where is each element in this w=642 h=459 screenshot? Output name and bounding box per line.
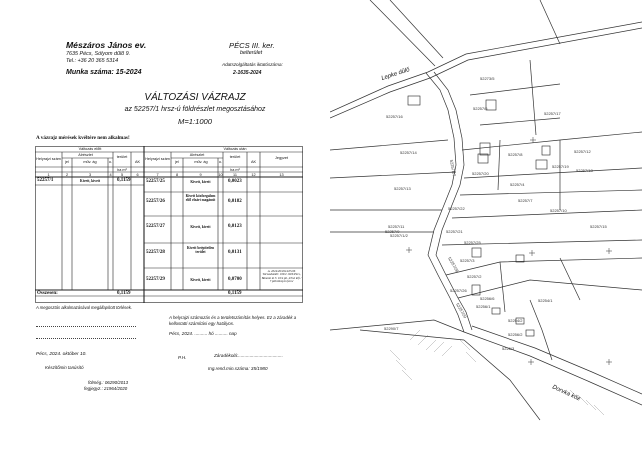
municipality: PÉCS III. ker. — [229, 41, 275, 50]
building — [486, 100, 496, 110]
dotted-line — [36, 338, 136, 339]
cadastral-map — [330, 0, 642, 454]
approval-number: 2-1635-2024 — [233, 70, 262, 76]
col-area-unit-before: ha m² — [117, 168, 127, 172]
building — [542, 146, 550, 155]
before-area: 0,1159 — [117, 178, 131, 183]
under-table-note: A megosztás alkalmazásával megállapított törlések. — [36, 305, 132, 310]
col-ab-after: jel — [175, 160, 179, 164]
parcel-label: 52257/19 — [552, 164, 569, 169]
parcel-label: 52257/1/2 — [390, 233, 408, 238]
admin-text-2: kellostatti számítási egy hatályos. — [169, 321, 235, 326]
place-date: Pécs, 2024. október 10. — [36, 352, 87, 357]
col-area-unit-after: ha m² — [230, 168, 240, 172]
col-parcel-before: Helyrajzi szám — [36, 157, 61, 161]
company-name: Mészáros János ev. — [66, 40, 147, 50]
colnum: 4 — [109, 173, 112, 177]
before-usage: Kivett, kivett — [79, 179, 101, 183]
parcel-label: 52257/22 — [448, 206, 465, 211]
remark-text: A. 2024/26/2024.05.06 Társasháztól: 109/2 1926 Pécs, Bánomi út 3. 10/4 pb. 47m2 kifi / 7 pld könnyen fenn/ — [261, 269, 302, 284]
after-parcel-3: 52257/27 — [146, 224, 165, 229]
colnum: 2 — [65, 173, 69, 177]
parcel-label: 52256/2 — [508, 332, 523, 337]
closing-label: Záradékolá:................................... — [214, 353, 283, 358]
after-area-1: 0,0023 — [228, 179, 242, 184]
parcel-label: 52257/10 — [550, 208, 567, 213]
parcel-label: 52257/15 — [590, 224, 607, 229]
after-area-4: 0,0131 — [228, 250, 242, 255]
colnum: 6 — [136, 173, 139, 177]
col-remark: Jegyzet — [274, 156, 289, 160]
col-area-after: terület — [229, 155, 241, 159]
after-parcel-4: 52257/28 — [146, 250, 165, 255]
building — [536, 160, 547, 169]
parcel-label: 52257/29 — [455, 302, 468, 319]
parcel-label: 52257/14 — [400, 150, 417, 155]
building — [408, 96, 420, 105]
after-area-5: 0,0700 — [228, 277, 242, 282]
parcel-label: 52257/11 — [388, 224, 405, 229]
parcel-table — [35, 146, 303, 303]
col-ak-before: AK — [134, 160, 141, 164]
after-parcel-1: 52257/25 — [146, 179, 165, 184]
road-label-top: Lepke dűlő — [380, 67, 411, 82]
before-header: Változás előtt — [78, 147, 102, 151]
colnum: 11 — [233, 173, 237, 177]
building — [526, 330, 534, 336]
work-number: Munka száma: 15-2024 — [66, 69, 142, 76]
parcel-label: 52257/27 — [449, 159, 457, 177]
map-drawing — [330, 0, 642, 454]
document-subtitle: az 52257/1 hrsz-ú földrészlet megosztásához — [124, 106, 266, 113]
parcel-label: 52257/26 — [450, 288, 467, 293]
parcel-label: 52256/1 — [476, 304, 491, 309]
area-type: belterület — [240, 50, 263, 56]
colnum: 9 — [199, 173, 202, 177]
parcel-label: 52290/7 — [384, 326, 399, 331]
after-parcel-2: 52257/26 — [146, 199, 165, 204]
building — [472, 248, 481, 257]
after-usage-5: Kivett, kivett — [190, 278, 211, 282]
colnum: 10 — [218, 173, 223, 177]
parcel-label: 52257/20 — [472, 171, 489, 176]
after-usage-4: Kivett beépítetlen terület — [186, 246, 215, 254]
col-ab-before: jel — [65, 160, 69, 164]
parcel-label: 52257/16 — [386, 114, 403, 119]
total-before: 0,1159 — [117, 291, 131, 296]
colnum: 12 — [251, 173, 256, 177]
colnum: 3 — [88, 173, 92, 177]
parcel-label: 52254/2 — [508, 318, 523, 323]
col-area-before: terület — [116, 155, 128, 159]
city-date-line: Pécs, 2024. .......... hó .......... nap — [169, 331, 237, 336]
parcel-label: 52256/6 — [480, 296, 495, 301]
dotted-line — [36, 326, 136, 327]
col-ak-after: AK — [250, 160, 257, 164]
ph-label: P.H. — [178, 355, 187, 360]
parcel-label: 5226/3 — [502, 346, 515, 351]
col-parcel-after: Helyrajzi szám — [145, 157, 170, 161]
parcel-label: 52273/5 — [480, 76, 495, 81]
document-scale: M=1:1000 — [178, 117, 212, 126]
after-area-3: 0,0123 — [228, 224, 242, 229]
parcel-label: 52257/8 — [508, 152, 523, 157]
parcel-label: 52257/13 — [394, 186, 411, 191]
admin-text-1: A helyrajzi számozás és a területszámítás helyes. Ez a záradék a — [169, 315, 297, 320]
parcel-label: 52257/6 — [473, 106, 488, 111]
parcel-label: 52257/4 — [510, 182, 525, 187]
parcel-label: 52257/2 — [467, 274, 482, 279]
parcel-label: 52257/12 — [574, 149, 591, 154]
col-osztaly-after: o. — [218, 160, 223, 164]
road-label-bottom: Dorvka köz — [551, 384, 581, 403]
parcel-label: 52257/7 — [518, 198, 533, 203]
after-parcel-5: 52257/29 — [146, 277, 165, 282]
total-after: 0,1159 — [228, 291, 242, 296]
col-usage-after: Alrészlet — [189, 153, 205, 157]
license-1: fölmég.: 06290/2013 — [88, 380, 129, 385]
document-title: VÁLTOZÁSI VÁZRAJZ — [144, 92, 246, 103]
parcel-label: 52257/3 — [460, 258, 475, 263]
parcel-label: 52257/21 — [446, 229, 463, 234]
building — [480, 143, 490, 155]
building — [516, 255, 524, 262]
total-label: Összesen: — [37, 291, 58, 296]
after-usage-1: Kivett, kivett — [190, 180, 211, 184]
measurement-note: A vázrajz mérések kvéltére nem alkalmas! — [36, 135, 130, 141]
parcel-label: 52257/28 — [447, 256, 460, 273]
col-usage-before: Alrészlet — [78, 153, 93, 157]
col-osztaly-before: o. — [108, 160, 113, 164]
building — [478, 154, 488, 163]
company-address: 7635 Pécs, Sólyom dűlő 9. — [66, 51, 131, 57]
colnum: 8 — [175, 173, 179, 177]
parcel-label: 52257/25 — [464, 240, 481, 245]
colnum: 5 — [120, 173, 124, 177]
after-usage-2: Kivett közforgalom elől elzárt magánút — [185, 194, 216, 202]
before-parcel: 52257/1 — [37, 178, 54, 183]
parcel-label: 52257/18 — [576, 168, 593, 173]
colnum: 7 — [156, 173, 159, 177]
col-mgag-before: műv. ág — [83, 160, 97, 164]
approval-label: Adatszolgáltatás iktatószáma: — [222, 62, 283, 67]
ing-number: Ing.rend.min.száma: 35/1980 — [208, 366, 268, 371]
license-2: fegjegyz.: 21964/2020 — [84, 386, 128, 391]
company-phone: Tel.: +36 20 365 5314 — [66, 58, 119, 64]
parcel-label: 52254/1 — [538, 298, 553, 303]
prepared-by: Készítőmin tanúsító — [45, 365, 84, 370]
after-area-2: 0,0182 — [228, 199, 242, 204]
colnum: 13 — [279, 173, 284, 177]
parcel-label: 52257/17 — [544, 111, 561, 116]
after-usage-3: Kivett, kivett — [190, 225, 211, 229]
building — [492, 308, 500, 314]
col-mgag-after: műv. ág — [194, 160, 208, 164]
colnum: 1 — [47, 173, 50, 177]
after-header: Változás után — [223, 147, 247, 151]
parcel-label: 52257/9 — [385, 229, 400, 234]
